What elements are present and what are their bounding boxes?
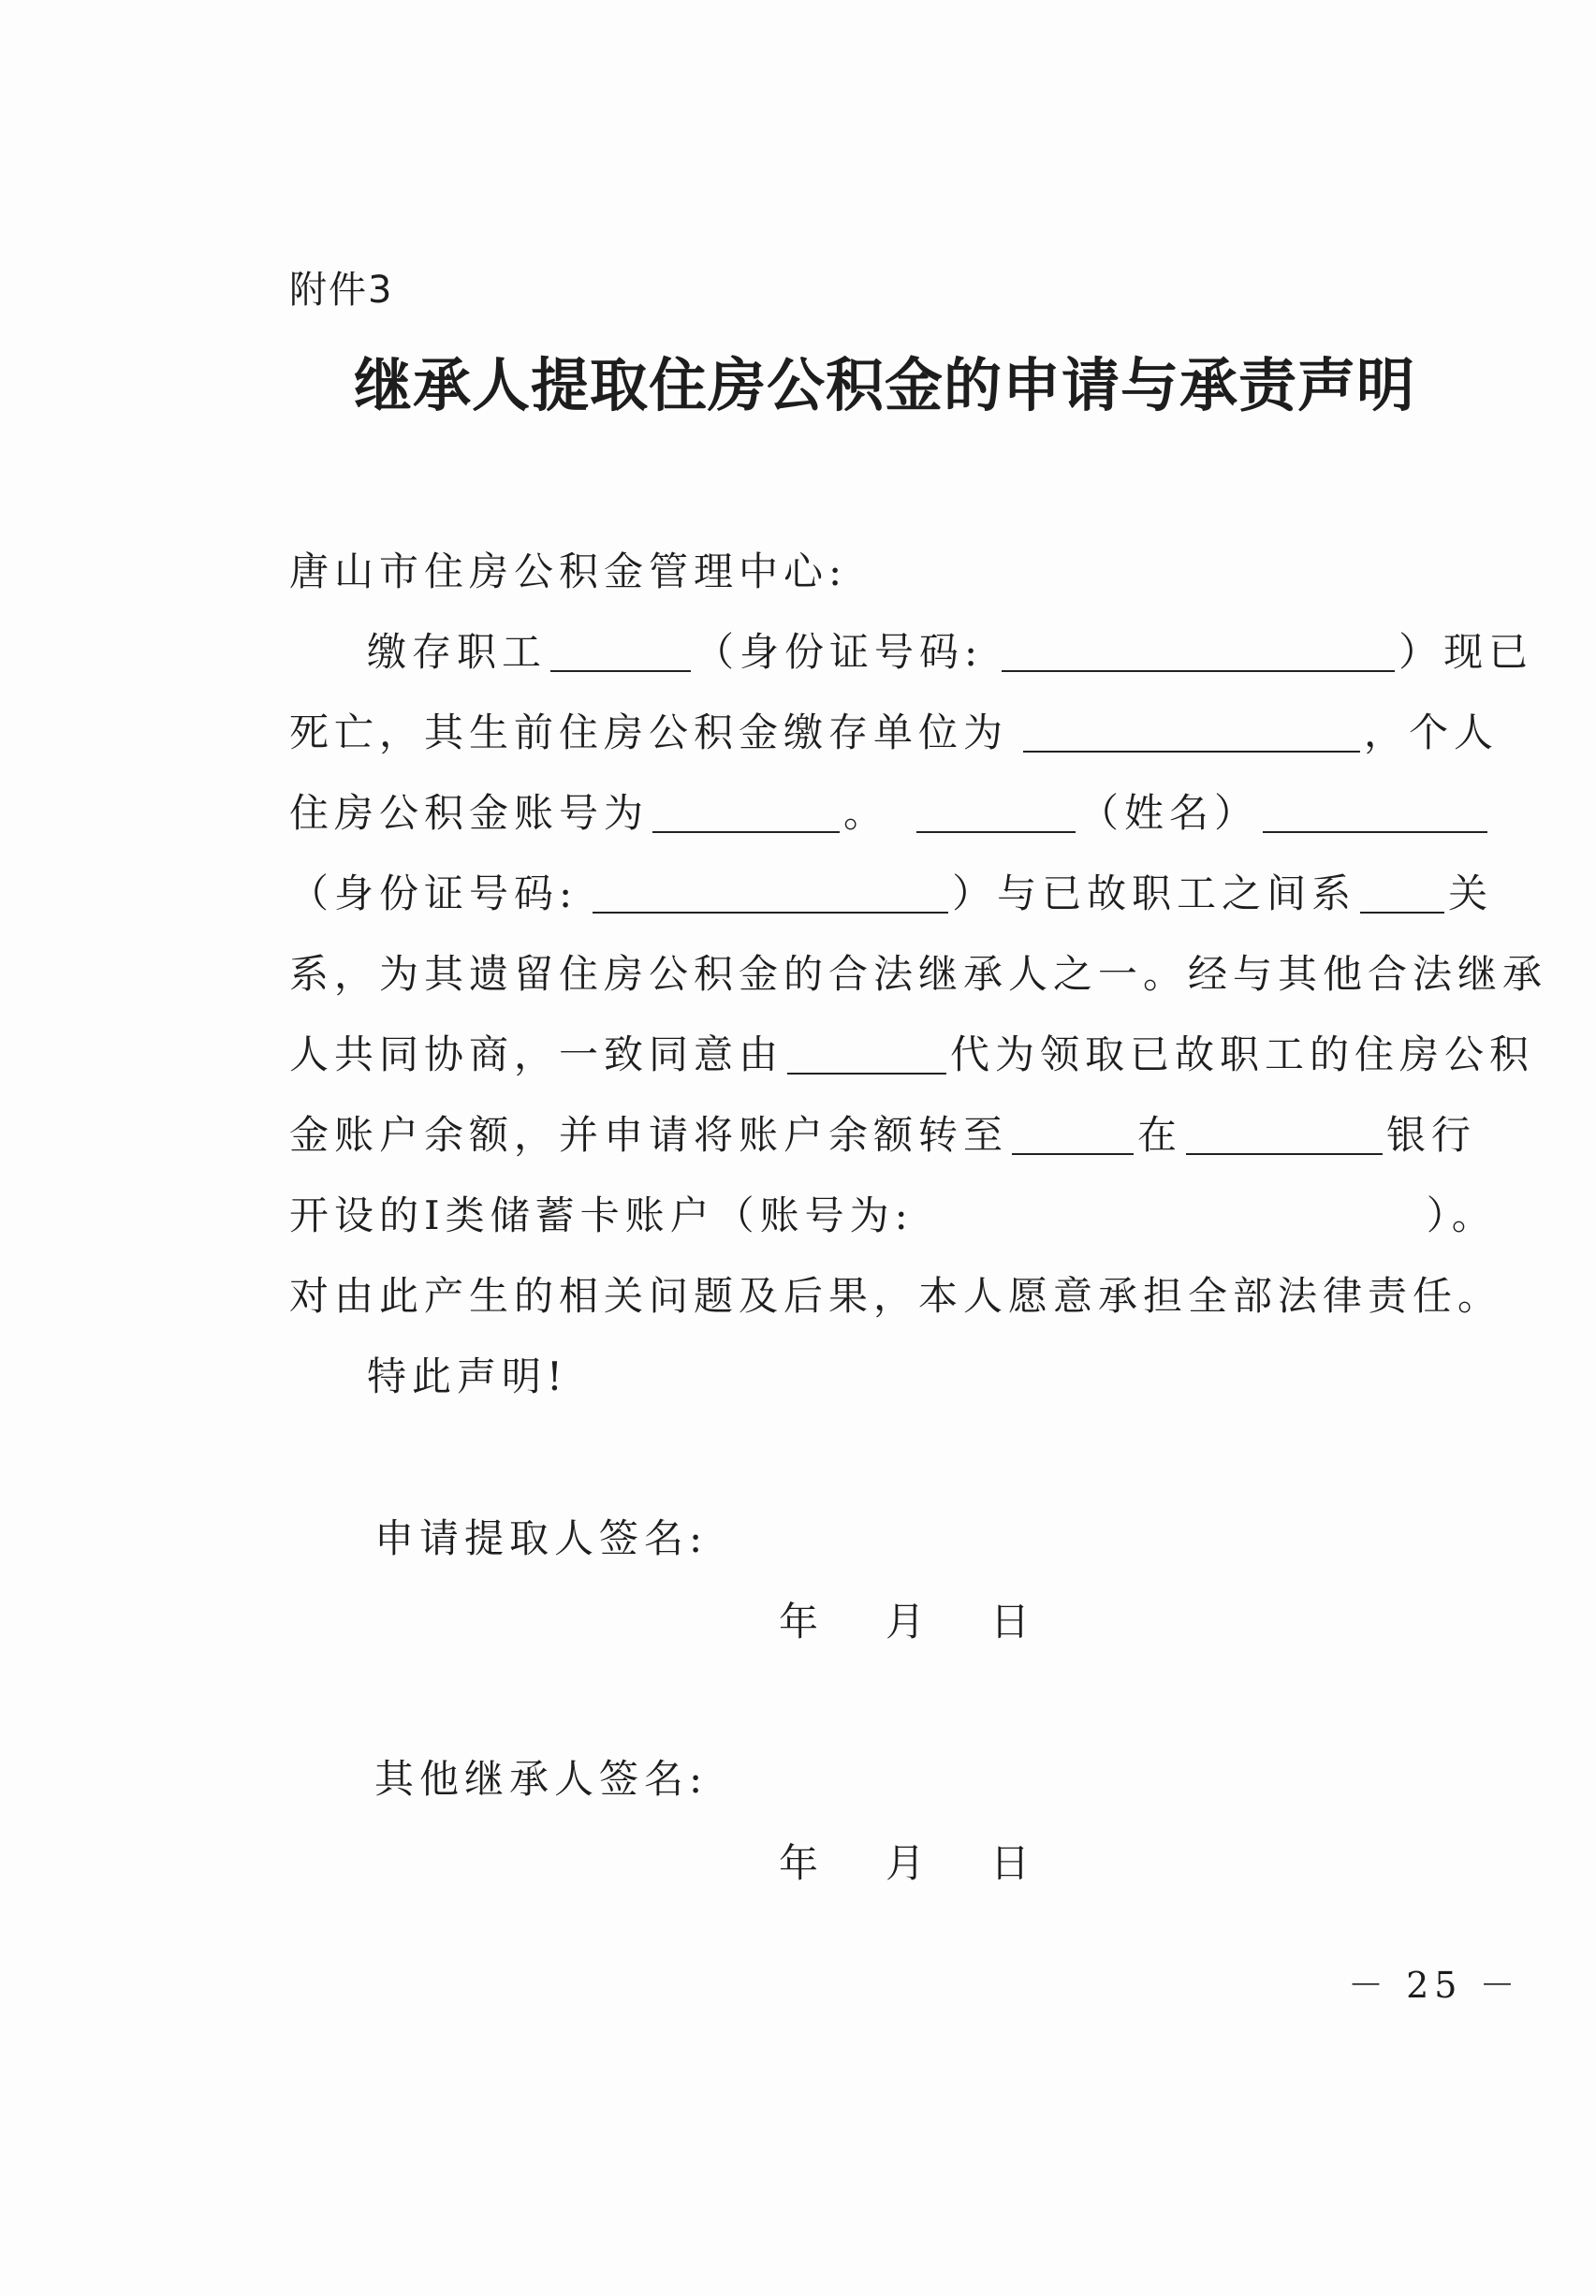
- body-line-9: 对由此产生的相关问题及后果，本人愿意承担全部法律责任。: [289, 1273, 1503, 1319]
- bank-name-blank[interactable]: [1186, 1116, 1383, 1155]
- text-segment: ）现已: [1398, 629, 1534, 675]
- text-segment: （姓名）: [1079, 790, 1260, 836]
- month-label: 月: [886, 1599, 926, 1645]
- page-number: － 25 －: [1348, 1965, 1521, 2006]
- other-heirs-signature-label: 其他继承人签名:: [374, 1756, 709, 1802]
- document-title: 继承人提取住房公积金的申请与承责声明: [354, 351, 1416, 419]
- body-line-7: [289, 1112, 1477, 1158]
- day-label: 日: [990, 1599, 1031, 1645]
- account-number-blank[interactable]: [652, 794, 840, 833]
- body-line-6: [289, 1031, 1535, 1077]
- year-label: 年: [779, 1840, 819, 1886]
- text-segment: ）。: [1426, 1192, 1497, 1238]
- agent-name-blank[interactable]: [787, 1035, 946, 1075]
- other-heirs-date: [0, 1833, 1596, 1886]
- text-segment: 人共同协商，一致同意由: [289, 1031, 784, 1077]
- body-line-3: [289, 790, 1491, 836]
- month-label: 月: [886, 1840, 926, 1886]
- relationship-blank[interactable]: [1360, 874, 1444, 914]
- text-segment: 银行: [1386, 1112, 1477, 1158]
- card-account-blank[interactable]: [917, 1198, 1423, 1236]
- body-line-1: [367, 629, 1534, 675]
- applicant-id-blank[interactable]: [593, 874, 948, 914]
- transfer-recipient-blank[interactable]: [1012, 1116, 1134, 1155]
- text-segment: （身份证号码:: [695, 629, 984, 675]
- body-line-5: 系，为其遗留住房公积金的合法继承人之一。经与其他合法继承: [289, 951, 1548, 997]
- text-segment: 死亡，其生前住房公积金缴存单位为: [289, 709, 1009, 755]
- text-segment: 在: [1137, 1112, 1183, 1158]
- body-line-8: [289, 1192, 1497, 1238]
- text-segment: 住房公积金账号为: [289, 790, 650, 836]
- text-segment: 代为领取已故职工的住房公积: [950, 1031, 1535, 1077]
- employer-blank[interactable]: [1023, 713, 1360, 753]
- deceased-id-blank[interactable]: [1002, 633, 1395, 672]
- text-segment: （身份证号码:: [289, 870, 578, 916]
- body-line-2: [289, 709, 1500, 755]
- declaration-closing: 特此声明!: [367, 1353, 568, 1399]
- body-line-4: [289, 870, 1494, 916]
- applicant-date: [0, 1591, 1596, 1645]
- text-segment: 缴存职工: [367, 629, 548, 675]
- year-label: 年: [779, 1599, 819, 1645]
- applicant-name-blank[interactable]: [1263, 794, 1487, 833]
- day-label: 日: [990, 1840, 1031, 1886]
- text-segment: 关: [1448, 870, 1494, 916]
- salutation: 唐山市住房公积金管理中心:: [289, 548, 848, 594]
- text-segment: ，个人: [1364, 709, 1500, 755]
- applicant-signature-label: 申请提取人签名:: [374, 1515, 709, 1561]
- text-segment: 开设的Ⅰ类储蓄卡账户（账号为:: [289, 1192, 914, 1238]
- text-segment: 金账户余额，并申请将账户余额转至: [289, 1112, 1009, 1158]
- text-segment: 。: [843, 790, 889, 836]
- deceased-name-blank[interactable]: [550, 633, 691, 672]
- relation-blank[interactable]: [916, 794, 1076, 833]
- text-segment: ）与已故职工之间系: [952, 870, 1357, 916]
- attachment-label: 附件3: [289, 269, 394, 312]
